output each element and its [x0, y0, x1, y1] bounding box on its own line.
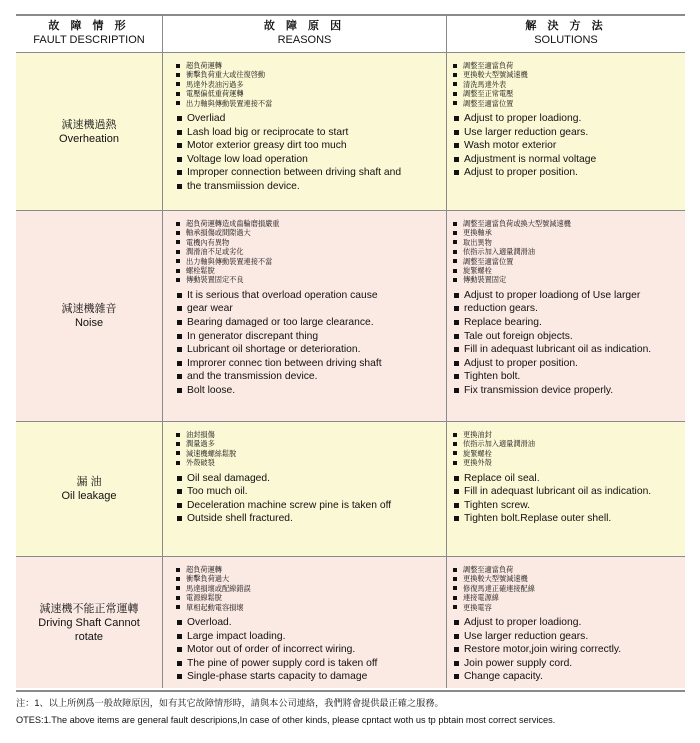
fault-cell — [16, 211, 162, 421]
solutions-zh-list — [453, 219, 685, 285]
fault-header — [16, 16, 162, 52]
reason-en-item: Lubricant oil shortage or deterioration. — [176, 343, 444, 357]
solution-en-item: Change capacity. — [453, 670, 685, 684]
reason-en-item: Motor exterior greasy dirt too much — [176, 139, 444, 153]
solution-en-item: Adjust to proper loadiong. — [453, 616, 685, 630]
reasons-cell — [176, 219, 444, 398]
reason-en-item: Single-phase starts capacity to damage — [176, 670, 444, 684]
solutions-zh-list — [453, 61, 685, 108]
reason-zh-item: 電機內有異物 — [176, 238, 444, 247]
reasons-cell — [176, 61, 444, 194]
reason-zh-item: 軸承損傷或間隙過大 — [176, 228, 444, 237]
reasons-zh-list — [176, 430, 444, 468]
fault-name-zh: 減速機雜音 — [61, 303, 117, 315]
solution-zh-item: 調整至適當負荷 — [453, 565, 685, 574]
reasons-header-en: REASONS — [277, 34, 332, 46]
reason-en-item: Overliad — [176, 112, 444, 126]
fault-cell — [16, 422, 162, 556]
solution-en-item: Fill in adequast lubricant oil as indication. — [453, 485, 685, 499]
reasons-header — [163, 16, 446, 52]
fault-table — [16, 14, 685, 692]
solutions-cell — [453, 565, 685, 684]
reason-en-item: Bearing damaged or too large clearance. — [176, 316, 444, 330]
solution-en-item: Join power supply cord. — [453, 657, 685, 671]
reasons-zh-list — [176, 61, 444, 108]
fault-name-zh: 減速機過熱 — [61, 118, 117, 131]
reason-zh-item: 減速機螺絲鬆脫 — [176, 449, 444, 458]
solution-zh-item: 清洗馬達外表 — [453, 80, 685, 89]
reason-zh-item: 潤量過多 — [176, 439, 444, 448]
reason-en-item: The pine of power supply cord is taken off — [176, 657, 444, 671]
reason-zh-item: 單相起動電容損壞 — [176, 603, 444, 612]
table-row-oil-leakage — [16, 422, 685, 557]
reasons-en-list — [176, 472, 444, 526]
fault-header-en: FAULT DESCRIPTION — [33, 34, 145, 46]
solution-zh-item: 取出異物 — [453, 238, 685, 247]
solution-en-item: Replace bearing. — [453, 316, 685, 330]
solutions-cell — [453, 430, 685, 526]
solutions-zh-list — [453, 430, 685, 468]
solution-zh-item: 更換油封 — [453, 430, 685, 439]
fault-name-zh: 漏 油 — [76, 476, 102, 488]
solution-zh-item: 更換電容 — [453, 603, 685, 612]
reason-zh-item: 超負荷運轉造成齒輪磨損嚴重 — [176, 219, 444, 228]
solution-zh-item: 更換軸承 — [453, 228, 685, 237]
table-row-overheating — [16, 53, 685, 211]
fault-cell — [16, 557, 162, 688]
reasons-en-list — [176, 616, 444, 684]
solution-en-item: Fill in adequast lubricant oil as indication. — [453, 343, 685, 357]
fault-name-en: Oil leakage — [61, 490, 117, 502]
fault-name-en: Driving Shaft Cannot rotate — [38, 616, 140, 643]
reason-zh-item: 潤滑油不足或劣化 — [176, 247, 444, 256]
reason-zh-item: 電壓偏低重荷運轉 — [176, 89, 444, 98]
reason-zh-item: 超負荷運轉 — [176, 565, 444, 574]
reason-zh-item: 傳動裝置固定不良 — [176, 275, 444, 284]
solution-en-item: Adjust to proper loadiong. — [453, 112, 685, 126]
reason-en-item: In generator discrepant thing — [176, 330, 444, 344]
reasons-en-list — [176, 289, 444, 398]
solution-zh-item: 調整至適當位置 — [453, 257, 685, 266]
reasons-cell — [176, 565, 444, 684]
solution-en-item: Use larger reduction gears. — [453, 630, 685, 644]
reason-en-item: Too much oil. — [176, 485, 444, 499]
solution-en-item: Wash motor exterior — [453, 139, 685, 153]
solution-en-item: Adjust to proper position. — [453, 166, 685, 180]
table-row-noise — [16, 211, 685, 422]
solution-en-item: reduction gears. — [453, 302, 685, 316]
reasons-zh-list — [176, 565, 444, 612]
reason-en-item: Oil seal damaged. — [176, 472, 444, 486]
solution-zh-item: 調整至適當位置 — [453, 99, 685, 108]
solutions-en-list — [453, 616, 685, 684]
reason-en-item: Bolt loose. — [176, 384, 444, 398]
solution-en-item: Adjust to proper loadiong of Use larger — [453, 289, 685, 303]
reason-zh-item: 電源線鬆脫 — [176, 593, 444, 602]
reasons-zh-list — [176, 219, 444, 285]
fault-name-en: Overheation — [59, 132, 119, 145]
solutions-en-list — [453, 472, 685, 526]
solution-en-item: Replace oil seal. — [453, 472, 685, 486]
solutions-header — [447, 16, 685, 52]
reason-en-item: Outside shell fractured. — [176, 512, 444, 526]
solutions-header-en: SOLUTIONS — [534, 34, 598, 46]
solution-zh-item: 傳動裝置固定 — [453, 275, 685, 284]
reason-en-item: Deceleration machine screw pine is taken off — [176, 499, 444, 513]
solution-zh-item: 修復馬達正確連接配線 — [453, 584, 685, 593]
solution-en-item: Restore motor,join wiring correctly. — [453, 643, 685, 657]
table-row-shaft-cannot-rotate — [16, 557, 685, 688]
solution-zh-item: 旋緊螺栓 — [453, 449, 685, 458]
reason-zh-item: 超負荷運轉 — [176, 61, 444, 70]
fault-name-en: Noise — [74, 317, 104, 329]
solution-zh-item: 調整至適當負荷或換大型號減速機 — [453, 219, 685, 228]
reason-en-item: the transmiission device. — [176, 180, 444, 194]
fault-cell — [16, 53, 162, 210]
solution-zh-item: 旋緊螺栓 — [453, 266, 685, 275]
solutions-zh-list — [453, 565, 685, 612]
solution-zh-item: 更換外殼 — [453, 458, 685, 467]
reasons-cell — [176, 430, 444, 526]
solutions-cell — [453, 61, 685, 180]
solutions-en-list — [453, 112, 685, 180]
reason-zh-item: 螺栓鬆脫 — [176, 266, 444, 275]
solution-en-item: Adjust to proper position. — [453, 357, 685, 371]
reason-zh-item: 出力軸與傳動裝置連接不當 — [176, 257, 444, 266]
solutions-cell — [453, 219, 685, 398]
column-divider — [446, 16, 447, 688]
note-en: OTES:1.The above items are general fault descripions,In case of other kinds, please cpntact woth us tp pbtain most correct services. — [16, 715, 556, 725]
solution-zh-item: 依指示加入適量潤滑油 — [453, 247, 685, 256]
reason-en-item: Improper connection between driving shaft and — [176, 166, 444, 180]
solution-zh-item: 調整至正常電壓 — [453, 89, 685, 98]
solution-en-item: Tighten screw. — [453, 499, 685, 513]
reason-en-item: It is serious that overload operation cause — [176, 289, 444, 303]
reason-en-item: Voltage low load operation — [176, 153, 444, 167]
solution-en-item: Adjustment is normal voltage — [453, 153, 685, 167]
reason-en-item: Large impact loading. — [176, 630, 444, 644]
solution-en-item: Use larger reduction gears. — [453, 126, 685, 140]
reason-zh-item: 油封損傷 — [176, 430, 444, 439]
solution-zh-item: 調整至適當負荷 — [453, 61, 685, 70]
reason-zh-item: 外殼破裂 — [176, 458, 444, 467]
solution-zh-item: 連接電源線 — [453, 593, 685, 602]
fault-name-zh: 減速機不能正常運轉 — [39, 602, 139, 615]
solution-en-item: Fix transmission device properly. — [453, 384, 685, 398]
column-divider — [162, 16, 163, 688]
solution-zh-item: 依指示加入適量潤滑油 — [453, 439, 685, 448]
reason-zh-item: 出力軸與傳動裝置連接不當 — [176, 99, 444, 108]
reasons-header-zh: 故 障 原 因 — [263, 20, 346, 32]
reason-en-item: and the transmission device. — [176, 370, 444, 384]
reason-en-item: gear wear — [176, 302, 444, 316]
solution-zh-item: 更換較大型號減速機 — [453, 574, 685, 583]
reason-zh-item: 衝擊負荷重大或往復啓動 — [176, 70, 444, 79]
reason-en-item: Improrer connec tion between driving shaft — [176, 357, 444, 371]
solution-en-item: Tighten bolt. — [453, 370, 685, 384]
reasons-en-list — [176, 112, 444, 194]
solution-en-item: Tighten bolt.Replase outer shell. — [453, 512, 685, 526]
solutions-header-zh: 解 決 方 法 — [525, 20, 607, 32]
fault-header-zh: 故 障 情 形 — [48, 20, 130, 32]
reason-en-item: Motor out of order of incorrect wiring. — [176, 643, 444, 657]
solution-zh-item: 更換較大型號減速機 — [453, 70, 685, 79]
reason-zh-item: 馬達外表油污過多 — [176, 80, 444, 89]
solutions-en-list — [453, 289, 685, 398]
reason-en-item: Overload. — [176, 616, 444, 630]
reason-zh-item: 馬達損壞或配線錯誤 — [176, 584, 444, 593]
note-zh: 注：1、以上所例爲一般故障原因，如有其它故障情形時，請與本公司連絡，我們將會提供最正確之服務。 — [16, 698, 444, 708]
reason-en-item: Lash load big or reciprocate to start — [176, 126, 444, 140]
reason-zh-item: 衝擊負荷過大 — [176, 574, 444, 583]
table-header — [16, 16, 685, 53]
solution-en-item: Tale out foreign objects. — [453, 330, 685, 344]
